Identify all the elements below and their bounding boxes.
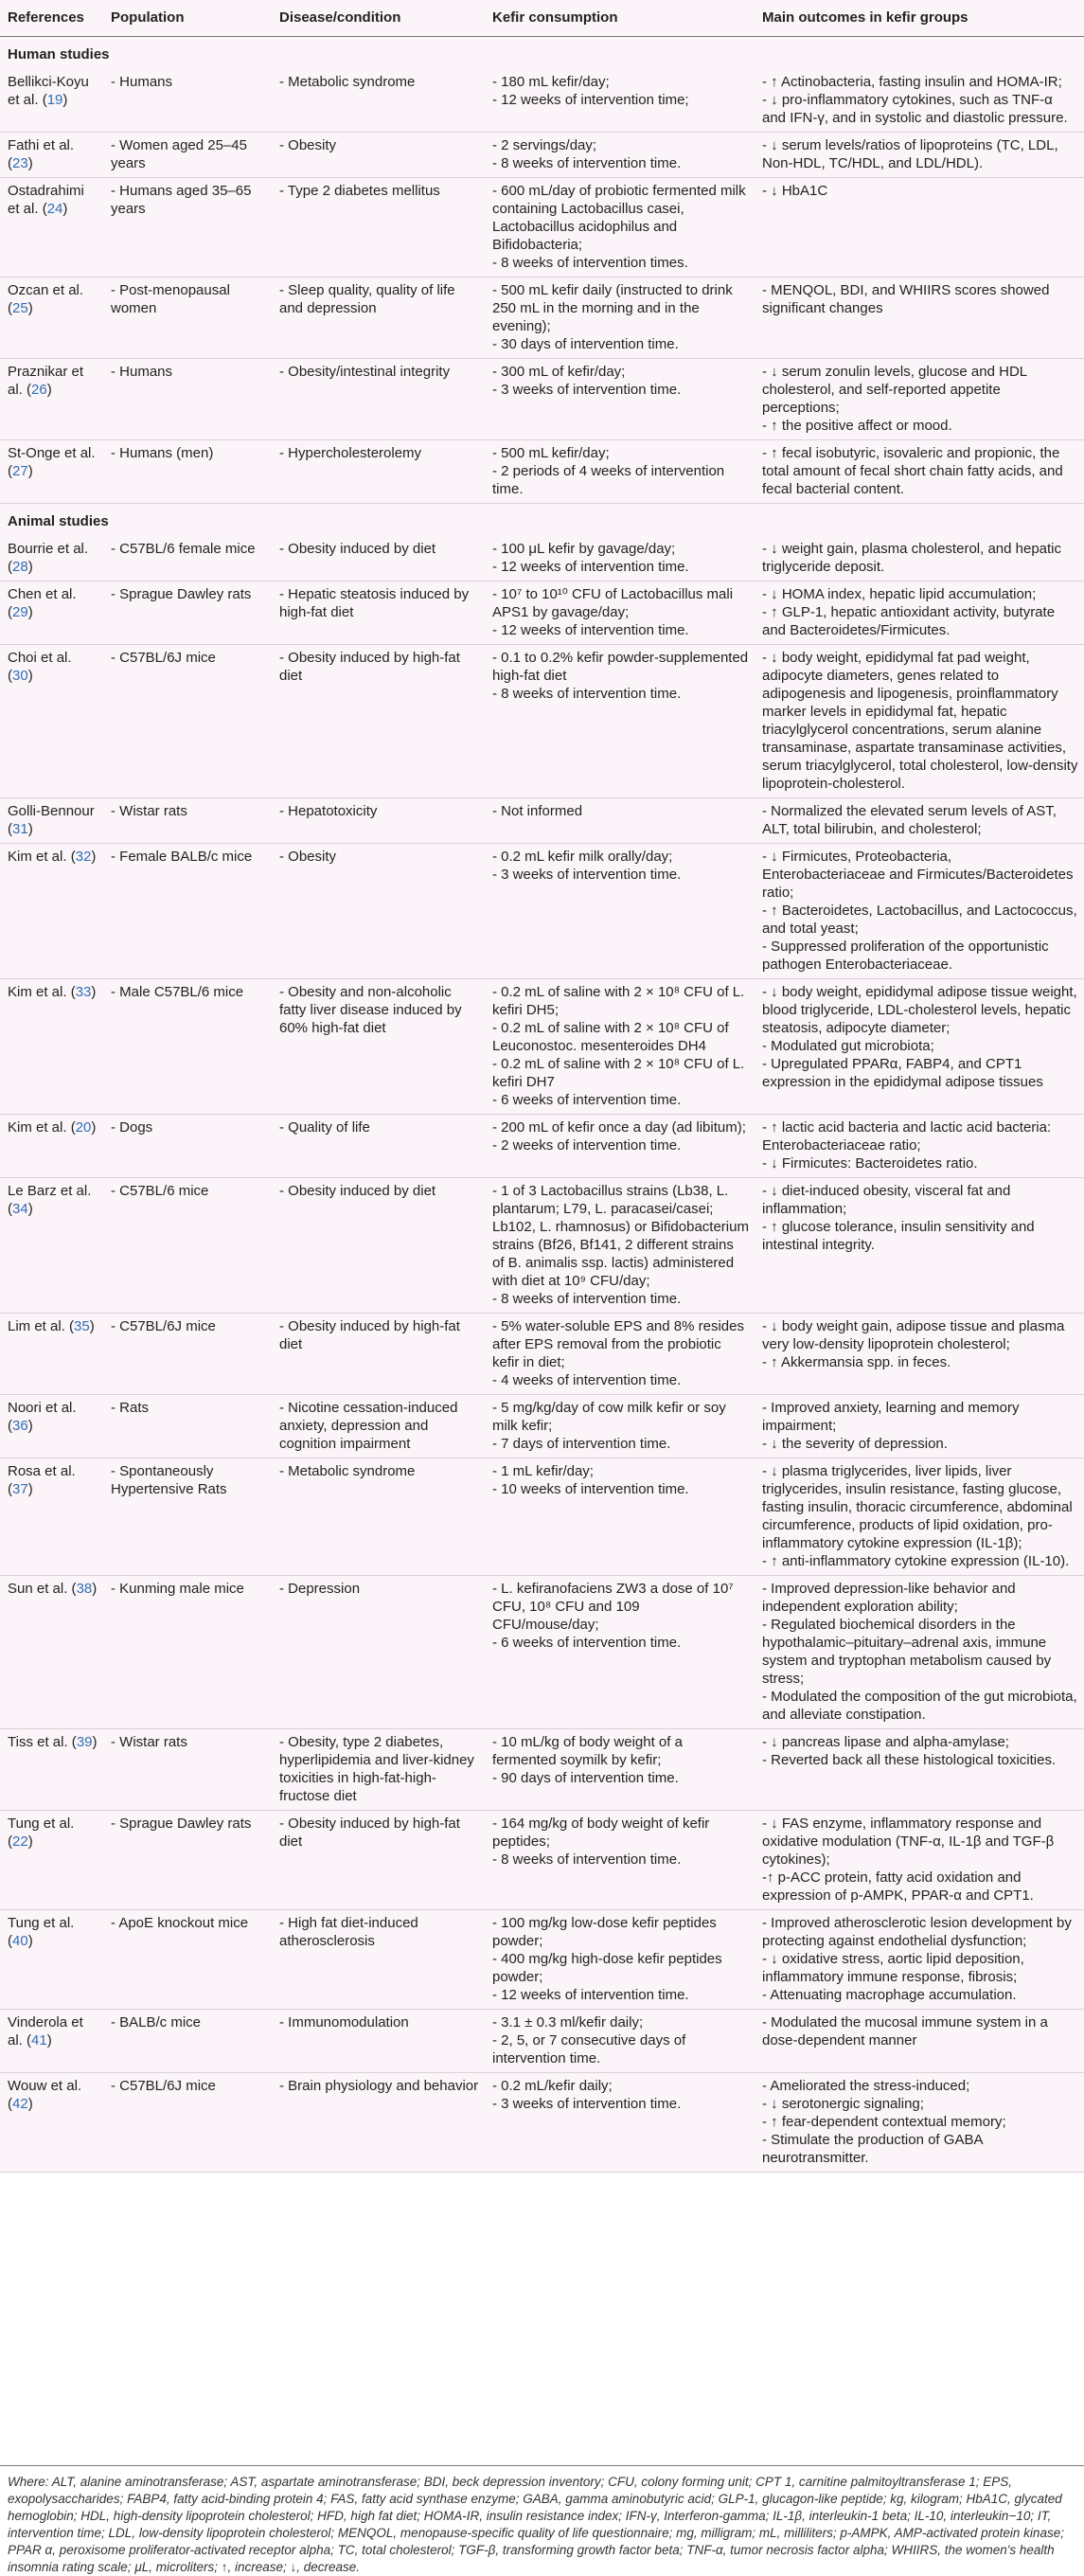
table-row: [0, 440, 1084, 504]
outcome-line: - ↓ Firmicutes, Proteobacteria, Enterobacteriaceae and Firmicutes/Bacteroidetes ratio;: [762, 849, 1074, 901]
consumption-line: - 0.2 mL kefir milk orally/day;: [492, 849, 673, 865]
disease-cell: - Depression: [272, 1576, 485, 1729]
reference-cell: Vinderola et al. (41): [0, 2010, 103, 2073]
outcome-line: - ↑ fecal isobutyric, isovaleric and propionic, the total amount of fecal short chain fatty acids, and fecal bacterial content.: [762, 445, 1063, 497]
disease-cell: - Immunomodulation: [272, 2010, 485, 2073]
consumption-line: - Not informed: [492, 803, 583, 819]
kefir-consumption-cell: [485, 1115, 755, 1178]
disease-cell: - Nicotine cessation-induced anxiety, depression and cognition impairment: [272, 1395, 485, 1458]
consumption-line: - 100 μL kefir by gavage/day;: [492, 541, 676, 557]
outcome-line: - ↑ GLP-1, hepatic antioxidant activity, butyrate and Bacteroidetes/Firmicutes.: [762, 604, 1056, 638]
outcome-line: - ↑ Bacteroidetes, Lactobacillus, and Lactococcus, and total yeast;: [762, 903, 1077, 937]
population-cell: - C57BL/6 mice: [103, 1178, 272, 1314]
outcome-line: - ↓ plasma triglycerides, liver lipids, liver triglycerides, insulin resistance, fasting glucose, fasting insulin, thoracic circumference, abdominal circumference, products of lipid oxidation, pro-inflammatory cytokine expression (IL-1β);: [762, 1463, 1073, 1551]
outcomes-cell: [755, 2073, 1084, 2173]
reference-author: Wouw et al.: [8, 2078, 82, 2094]
table-row: [0, 1314, 1084, 1395]
reference-cell: Kim et al. (33): [0, 979, 103, 1115]
reference-cell: Ostadrahimi et al. (24): [0, 178, 103, 277]
table-row: [0, 581, 1084, 645]
reference-author: Bellikci-Koyu et al.: [8, 74, 89, 108]
outcome-line: - ↑ the positive affect or mood.: [762, 418, 952, 434]
consumption-line: - 200 mL of kefir once a day (ad libitum);: [492, 1119, 746, 1136]
section-title: Human studies: [8, 46, 110, 63]
reference-author: Golli-Bennour: [8, 803, 95, 819]
consumption-line: - 300 mL of kefir/day;: [492, 364, 626, 380]
table-body: [0, 37, 1084, 2173]
population-cell: - Humans: [103, 69, 272, 133]
outcomes-cell: [755, 1910, 1084, 2010]
consumption-line: - 0.2 mL/kefir daily;: [492, 2078, 613, 2094]
reference-author: Chen et al.: [8, 586, 77, 602]
population-cell: - Humans (men): [103, 440, 272, 504]
reference-cell: Sun et al. (38): [0, 1576, 103, 1729]
consumption-line: - 12 weeks of intervention time.: [492, 622, 689, 638]
reference-author: Choi et al.: [8, 650, 72, 666]
consumption-line: - 0.2 mL of saline with 2 × 10⁸ CFU of L. kefiri DH7: [492, 1056, 745, 1090]
table-row: [0, 645, 1084, 798]
outcomes-cell: [755, 359, 1084, 440]
population-cell: - ApoE knockout mice: [103, 1910, 272, 2010]
table-row: [0, 1811, 1084, 1910]
outcome-line: - Attenuating macrophage accumulation.: [762, 1987, 1017, 2003]
citation-link[interactable]: 22: [12, 1834, 28, 1850]
table-row: [0, 1458, 1084, 1576]
outcome-line: -↑ p-ACC protein, fatty acid oxidation and expression of p-AMPK, PPAR-α and CPT1.: [762, 1869, 1034, 1904]
reference-author: Kim et al.: [8, 984, 67, 1000]
reference-cell: Bourrie et al. (28): [0, 536, 103, 581]
consumption-line: - 1 of 3 Lactobacillus strains (Lb38, L. plantarum; L79, L. paracasei/casei; Lb102, L. rhamnosus) or Bifidobacterium strains (Bf26, Bf141, 2 different strains of B. animalis ssp. lactis) administered with diet at 10⁹ CFU/day;: [492, 1183, 749, 1289]
consumption-line: - 100 mg/kg low-dose kefir peptides powder;: [492, 1915, 717, 1949]
reference-author: Le Barz et al.: [8, 1183, 92, 1199]
kefir-consumption-cell: [485, 979, 755, 1115]
consumption-line: - 400 mg/kg high-dose kefir peptides powder;: [492, 1951, 722, 1985]
kefir-consumption-cell: [485, 133, 755, 178]
table-row: [0, 1910, 1084, 2010]
population-cell: - C57BL/6J mice: [103, 645, 272, 798]
outcomes-cell: [755, 844, 1084, 979]
consumption-line: - 8 weeks of intervention times.: [492, 255, 688, 271]
citation-link[interactable]: 25: [12, 300, 28, 316]
outcome-line: - ↓ the severity of depression.: [762, 1436, 948, 1452]
outcomes-cell: [755, 440, 1084, 504]
citation-link[interactable]: 38: [76, 1581, 93, 1597]
reference-cell: Le Barz et al. (34): [0, 1178, 103, 1314]
kefir-consumption-cell: [485, 1314, 755, 1395]
outcomes-cell: [755, 645, 1084, 798]
table-row: [0, 277, 1084, 359]
consumption-line: - 10 mL/kg of body weight of a fermented soymilk by kefir;: [492, 1734, 683, 1768]
citation-link[interactable]: 42: [12, 2096, 28, 2112]
population-cell: - Dogs: [103, 1115, 272, 1178]
disease-cell: - Obesity: [272, 844, 485, 979]
consumption-line: - 2 periods of 4 weeks of intervention time.: [492, 463, 725, 497]
consumption-line: - 30 days of intervention time.: [492, 336, 679, 352]
consumption-line: - 90 days of intervention time.: [492, 1770, 679, 1786]
outcome-line: - ↑ Akkermansia spp. in feces.: [762, 1354, 951, 1370]
kefir-consumption-cell: [485, 1811, 755, 1910]
disease-cell: - Obesity induced by diet: [272, 536, 485, 581]
population-cell: - Women aged 25–45 years: [103, 133, 272, 178]
header-population: Population: [103, 0, 272, 37]
citation-link[interactable]: 26: [31, 382, 47, 398]
reference-author: Ozcan et al.: [8, 282, 84, 298]
outcome-line: - Modulated gut microbiota;: [762, 1038, 934, 1054]
table-row: [0, 1729, 1084, 1811]
outcomes-cell: [755, 2010, 1084, 2073]
kefir-consumption-cell: [485, 1576, 755, 1729]
kefir-consumption-cell: [485, 645, 755, 798]
table-row: [0, 2010, 1084, 2073]
outcome-line: - Reverted back all these histological toxicities.: [762, 1752, 1057, 1768]
disease-cell: - Metabolic syndrome: [272, 1458, 485, 1576]
kefir-consumption-cell: [485, 581, 755, 645]
reference-author: Kim et al.: [8, 849, 67, 865]
outcome-line: - ↓ pancreas lipase and alpha-amylase;: [762, 1734, 1009, 1750]
reference-cell: Lim et al. (35): [0, 1314, 103, 1395]
consumption-line: - 6 weeks of intervention time.: [492, 1635, 682, 1651]
citation-link[interactable]: 19: [46, 92, 63, 108]
disease-cell: - Obesity induced by diet: [272, 1178, 485, 1314]
reference-cell: Tung et al. (40): [0, 1910, 103, 2010]
disease-cell: - Type 2 diabetes mellitus: [272, 178, 485, 277]
population-cell: - Sprague Dawley rats: [103, 1811, 272, 1910]
table-row: [0, 133, 1084, 178]
consumption-line: - 600 mL/day of probiotic fermented milk containing Lactobacillus casei, Lactobacillus acidophilus and Bifidobacteria;: [492, 183, 746, 253]
reference-cell: Bellikci-Koyu et al. (19): [0, 69, 103, 133]
footnote-divider: [0, 2465, 1084, 2466]
kefir-consumption-cell: [485, 1729, 755, 1811]
citation-link[interactable]: 34: [12, 1201, 28, 1217]
citation-link[interactable]: 36: [12, 1418, 28, 1434]
reference-cell: Choi et al. (30): [0, 645, 103, 798]
disease-cell: - Obesity/intestinal integrity: [272, 359, 485, 440]
outcome-line: - Normalized the elevated serum levels of AST, ALT, total bilirubin, and cholesterol;: [762, 803, 1057, 837]
outcome-line: - ↑ Actinobacteria, fasting insulin and HOMA-IR;: [762, 74, 1062, 90]
citation-link[interactable]: 41: [31, 2032, 47, 2048]
outcomes-cell: [755, 1729, 1084, 1811]
reference-cell: Noori et al. (36): [0, 1395, 103, 1458]
kefir-consumption-cell: [485, 844, 755, 979]
table-row: [0, 2073, 1084, 2173]
kefir-consumption-cell: [485, 798, 755, 844]
table-row: [0, 359, 1084, 440]
kefir-consumption-cell: [485, 536, 755, 581]
reference-author: Vinderola et al.: [8, 2014, 83, 2048]
outcomes-cell: [755, 69, 1084, 133]
consumption-line: - 12 weeks of intervention time;: [492, 92, 689, 108]
kefir-consumption-cell: [485, 359, 755, 440]
consumption-line: - 2 servings/day;: [492, 137, 597, 153]
citation-link[interactable]: 27: [12, 463, 28, 479]
consumption-line: - 0.2 mL of saline with 2 × 10⁸ CFU of L. kefiri DH5;: [492, 984, 745, 1018]
table-row: [0, 536, 1084, 581]
consumption-line: - 5 mg/kg/day of cow milk kefir or soy milk kefir;: [492, 1400, 726, 1434]
outcome-line: - ↓ diet-induced obesity, visceral fat and inflammation;: [762, 1183, 1011, 1217]
table-row: [0, 178, 1084, 277]
citation-link[interactable]: 29: [12, 604, 28, 620]
outcome-line: - ↓ pro-inflammatory cytokines, such as TNF-α and IFN-γ, and in systolic and diastolic pressure.: [762, 92, 1068, 126]
outcome-line: - Modulated the mucosal immune system in a dose-dependent manner: [762, 2014, 1048, 2048]
citation-link[interactable]: 32: [75, 849, 92, 865]
reference-author: Kim et al.: [8, 1119, 67, 1136]
reference-author: Noori et al.: [8, 1400, 77, 1416]
outcome-line: - ↑ fear-dependent contextual memory;: [762, 2114, 1006, 2130]
consumption-line: - 10 weeks of intervention time.: [492, 1481, 689, 1497]
consumption-line: - 0.1 to 0.2% kefir powder-supplemented high-fat diet: [492, 650, 749, 684]
consumption-line: - 500 mL kefir daily (instructed to drink 250 mL in the morning and in the evening);: [492, 282, 733, 334]
kefir-consumption-cell: [485, 2073, 755, 2173]
outcomes-cell: [755, 1178, 1084, 1314]
citation-link[interactable]: 23: [12, 155, 28, 171]
section-row: [0, 37, 1084, 70]
reference-author: Sun et al.: [8, 1581, 68, 1597]
population-cell: - C57BL/6J mice: [103, 1314, 272, 1395]
table-row: [0, 1576, 1084, 1729]
outcome-line: - Improved atherosclerotic lesion development by protecting against endothelial dysfunction;: [762, 1915, 1072, 1949]
consumption-line: - 8 weeks of intervention time.: [492, 1852, 682, 1868]
kefir-consumption-cell: [485, 178, 755, 277]
kefir-consumption-cell: [485, 1910, 755, 2010]
consumption-line: - 2, 5, or 7 consecutive days of intervention time.: [492, 2032, 686, 2066]
disease-cell: - Obesity induced by high-fat diet: [272, 1811, 485, 1910]
section-title: Animal studies: [0, 504, 1084, 537]
outcome-line: - Ameliorated the stress-induced;: [762, 2078, 970, 2094]
reference-cell: Kim et al. (32): [0, 844, 103, 979]
reference-author: Lim et al.: [8, 1318, 65, 1334]
kefir-consumption-cell: [485, 1458, 755, 1576]
reference-cell: St-Onge et al. (27): [0, 440, 103, 504]
outcome-line: - Modulated the composition of the gut microbiota, and alleviate constipation.: [762, 1689, 1077, 1723]
population-cell: - Rats: [103, 1395, 272, 1458]
disease-cell: - Hepatotoxicity: [272, 798, 485, 844]
consumption-line: - 3.1 ± 0.3 ml/kefir daily;: [492, 2014, 644, 2030]
outcome-line: - Improved anxiety, learning and memory impairment;: [762, 1400, 1020, 1434]
consumption-line: - 10⁷ to 10¹⁰ CFU of Lactobacillus mali APS1 by gavage/day;: [492, 586, 734, 620]
reference-author: St-Onge et al.: [8, 445, 96, 461]
header-references: References: [0, 0, 103, 37]
population-cell: - Wistar rats: [103, 798, 272, 844]
table-row: [0, 844, 1084, 979]
outcome-line: - ↓ serum levels/ratios of lipoproteins (TC, LDL, Non-HDL, TC/HDL, and LDL/HDL).: [762, 137, 1058, 171]
consumption-line: - 2 weeks of intervention time.: [492, 1137, 682, 1154]
consumption-line: - 12 weeks of intervention time.: [492, 559, 689, 575]
outcomes-cell: [755, 798, 1084, 844]
outcomes-cell: [755, 277, 1084, 359]
header-main-outcomes: Main outcomes in kefir groups: [755, 0, 1084, 37]
disease-cell: - Sleep quality, quality of life and depression: [272, 277, 485, 359]
table-row: [0, 1395, 1084, 1458]
consumption-line: - 4 weeks of intervention time.: [492, 1372, 682, 1388]
reference-cell: Chen et al. (29): [0, 581, 103, 645]
consumption-line: - 5% water-soluble EPS and 8% resides after EPS removal from the probiotic kefir in diet;: [492, 1318, 744, 1370]
consumption-line: - 3 weeks of intervention time.: [492, 867, 682, 883]
outcome-line: - Upregulated PPARα, FABP4, and CPT1 expression in the epididymal adipose tissues: [762, 1056, 1043, 1090]
outcome-line: - ↓ oxidative stress, aortic lipid deposition, inflammatory immune response, fibrosis;: [762, 1951, 1024, 1985]
citation-link[interactable]: 37: [12, 1481, 28, 1497]
table-footnote: Where: ALT, alanine aminotransferase; AST, aspartate aminotransferase; BDI, beck depression inventory; CFU, colony forming unit; CPT 1, carnitine palmitoyltransferase 1; EPS, exopolysaccharides; FABP4, fatty acid-binding protein 4; FAS, fatty acid synthase enzyme; GABA, gamma aminobutyric acid; GLP-1, glucagon-like peptide; kg, kilogram; HbA1C, glycated hemoglobin; HDL, high-density lipoprotein cholesterol; HFD, high fat diet; HOMA-IR, insulin resistance index; IFN-γ, Interferon-gamma; IL-1β, interleukin-1 beta; IL-10, interleukin−10; IT, intervention time; LDL, low-density lipoprotein cholesterol; MENQOL, menopause-specific quality of life questionnaire; mg, milligram; mL, milliliters; p-AMPK, AMP-activated protein kinase; PPAR α, peroxisome proliferator-activated receptor alpha; TC, total cholesterol; TGF-β, transforming growth factor beta; TNF-α, tumor necrosis factor alpha; WHIIRS, the women's health insomnia rating scale; μL, microliters; ↑, increase; ↓, decrease.: [8, 2475, 1064, 2574]
consumption-line: - 6 weeks of intervention time.: [492, 1092, 682, 1108]
kefir-consumption-cell: [485, 277, 755, 359]
citation-link[interactable]: 31: [12, 821, 28, 837]
disease-cell: - Obesity induced by high-fat diet: [272, 645, 485, 798]
header-kefir-consumption: Kefir consumption: [485, 0, 755, 37]
reference-author: Rosa et al.: [8, 1463, 76, 1479]
consumption-line: - 8 weeks of intervention time.: [492, 1291, 682, 1307]
outcome-line: - Regulated biochemical disorders in the hypothalamic–pituitary–adrenal axis, immune system and tryptophan metabolism caused by stress;: [762, 1617, 1052, 1687]
reference-cell: Ozcan et al. (25): [0, 277, 103, 359]
outcomes-cell: [755, 1576, 1084, 1729]
disease-cell: - Brain physiology and behavior: [272, 2073, 485, 2173]
outcome-line: - ↓ HOMA index, hepatic lipid accumulation;: [762, 586, 1037, 602]
outcome-line: - MENQOL, BDI, and WHIIRS scores showed significant changes: [762, 282, 1050, 316]
outcome-line: - ↓ weight gain, plasma cholesterol, and hepatic triglyceride deposit.: [762, 541, 1062, 575]
citation-link[interactable]: 30: [12, 668, 28, 684]
outcome-line: - ↑ lactic acid bacteria and lactic acid bacteria: Enterobacteriaceae ratio;: [762, 1119, 1052, 1154]
table-row: [0, 69, 1084, 133]
citation-link[interactable]: 35: [74, 1318, 90, 1334]
reference-cell: Tiss et al. (39): [0, 1729, 103, 1811]
reference-cell: Praznikar et al. (26): [0, 359, 103, 440]
table-row: [0, 1178, 1084, 1314]
consumption-line: - 500 mL kefir/day;: [492, 445, 610, 461]
reference-author: Bourrie et al.: [8, 541, 89, 557]
citation-link[interactable]: 33: [75, 984, 92, 1000]
outcome-line: - Stimulate the production of GABA neurotransmitter.: [762, 2132, 983, 2166]
consumption-line: - 164 mg/kg of body weight of kefir peptides;: [492, 1816, 710, 1850]
outcomes-cell: [755, 1115, 1084, 1178]
outcome-line: - ↓ serotonergic signaling;: [762, 2096, 924, 2112]
citation-link[interactable]: 39: [76, 1734, 93, 1750]
outcomes-cell: [755, 581, 1084, 645]
population-cell: - Wistar rats: [103, 1729, 272, 1811]
reference-cell: Rosa et al. (37): [0, 1458, 103, 1576]
kefir-consumption-cell: [485, 2010, 755, 2073]
population-cell: - Sprague Dawley rats: [103, 581, 272, 645]
consumption-line: - 180 mL kefir/day;: [492, 74, 610, 90]
consumption-line: - 7 days of intervention time.: [492, 1436, 671, 1452]
consumption-line: - 3 weeks of intervention time.: [492, 382, 682, 398]
outcomes-cell: [755, 1458, 1084, 1576]
reference-cell: Tung et al. (22): [0, 1811, 103, 1910]
kefir-consumption-cell: [485, 440, 755, 504]
outcome-line: - ↓ body weight, epididymal adipose tissue weight, blood triglyceride, LDL-cholesterol levels, hepatic steatosis, adipocyte diameter;: [762, 984, 1077, 1036]
population-cell: - Humans: [103, 359, 272, 440]
outcome-line: - ↓ body weight gain, adipose tissue and plasma very low-density lipoprotein cholesterol;: [762, 1318, 1065, 1352]
kefir-consumption-cell: [485, 69, 755, 133]
disease-cell: - Hypercholesterolemy: [272, 440, 485, 504]
section-row: [0, 504, 1084, 537]
citation-link[interactable]: 28: [12, 559, 28, 575]
consumption-line: - 12 weeks of intervention time.: [492, 1987, 689, 2003]
disease-cell: - Hepatic steatosis induced by high-fat diet: [272, 581, 485, 645]
population-cell: - Post-menopausal women: [103, 277, 272, 359]
reference-cell: Kim et al. (20): [0, 1115, 103, 1178]
table-row: [0, 979, 1084, 1115]
kefir-consumption-cell: [485, 1178, 755, 1314]
citation-link[interactable]: 40: [12, 1933, 28, 1949]
reference-author: Tung et al.: [8, 1816, 75, 1832]
population-cell: - Male C57BL/6 mice: [103, 979, 272, 1115]
outcome-line: - ↓ body weight, epididymal fat pad weight, adipocyte diameters, genes related to adipogenesis and lipogenesis, proinflammatory marker levels in epididymal fat, hepatic triacylglycerol concentrations, serum alanine transaminase, aspartate transaminase activities, serum triacylglycerol, total cholesterol, low-density lipoprotein-cholesterol.: [762, 650, 1078, 792]
citation-link[interactable]: 24: [46, 201, 63, 217]
disease-cell: - Metabolic syndrome: [272, 69, 485, 133]
outcome-line: - Suppressed proliferation of the opportunistic pathogen Enterobacteriaceae.: [762, 939, 1049, 973]
citation-link[interactable]: 20: [75, 1119, 92, 1136]
outcome-line: - ↑ glucose tolerance, insulin sensitivity and intestinal integrity.: [762, 1219, 1035, 1253]
reference-author: Tung et al.: [8, 1915, 75, 1931]
disease-cell: - High fat diet-induced atherosclerosis: [272, 1910, 485, 2010]
consumption-line: - L. kefiranofaciens ZW3 a dose of 10⁷ CFU, 10⁸ CFU and 109 CFU/mouse/day;: [492, 1581, 734, 1633]
outcomes-cell: [755, 979, 1084, 1115]
population-cell: - C57BL/6J mice: [103, 2073, 272, 2173]
population-cell: - Spontaneously Hypertensive Rats: [103, 1458, 272, 1576]
reference-author: Fathi et al.: [8, 137, 75, 153]
consumption-line: - 8 weeks of intervention time.: [492, 686, 682, 702]
disease-cell: - Obesity: [272, 133, 485, 178]
consumption-line: - 3 weeks of intervention time.: [492, 2096, 682, 2112]
outcome-line: - ↑ anti-inflammatory cytokine expression (IL-10).: [762, 1553, 1070, 1569]
reference-cell: Fathi et al. (23): [0, 133, 103, 178]
outcomes-cell: [755, 1811, 1084, 1910]
outcomes-cell: [755, 178, 1084, 277]
outcomes-cell: [755, 536, 1084, 581]
outcomes-cell: [755, 1314, 1084, 1395]
disease-cell: - Obesity and non-alcoholic fatty liver disease induced by 60% high-fat diet: [272, 979, 485, 1115]
disease-cell: - Quality of life: [272, 1115, 485, 1178]
header-disease: Disease/condition: [272, 0, 485, 37]
population-cell: - Humans aged 35–65 years: [103, 178, 272, 277]
outcome-line: - ↓ FAS enzyme, inflammatory response and oxidative modulation (TNF-α, IL-1β and TGF-β cytokines);: [762, 1816, 1055, 1868]
outcomes-cell: [755, 1395, 1084, 1458]
reference-cell: Golli-Bennour (31): [0, 798, 103, 844]
reference-author: Praznikar et al.: [8, 364, 84, 398]
population-cell: - Kunming male mice: [103, 1576, 272, 1729]
outcome-line: - ↓ HbA1C: [762, 183, 828, 199]
reference-author: Ostadrahimi et al.: [8, 183, 84, 217]
table-header-row: [0, 0, 1084, 37]
consumption-line: - 0.2 mL of saline with 2 × 10⁸ CFU of Leuconostoc. mesenteroides DH4: [492, 1020, 729, 1054]
outcome-line: - ↓ Firmicutes: Bacteroidetes ratio.: [762, 1155, 978, 1172]
disease-cell: - Obesity induced by high-fat diet: [272, 1314, 485, 1395]
outcome-line: - ↓ serum zonulin levels, glucose and HDL cholesterol, and self-reported appetite perceptions;: [762, 364, 1027, 416]
disease-cell: - Obesity, type 2 diabetes, hyperlipidemia and liver-kidney toxicities in high-fat-high-fructose diet: [272, 1729, 485, 1811]
outcome-line: - Improved depression-like behavior and independent exploration ability;: [762, 1581, 1016, 1615]
population-cell: - Female BALB/c mice: [103, 844, 272, 979]
kefir-consumption-cell: [485, 1395, 755, 1458]
population-cell: - BALB/c mice: [103, 2010, 272, 2073]
reference-cell: Wouw et al. (42): [0, 2073, 103, 2173]
population-cell: - C57BL/6 female mice: [103, 536, 272, 581]
table-row: [0, 798, 1084, 844]
reference-author: Tiss et al.: [8, 1734, 68, 1750]
consumption-line: - 1 mL kefir/day;: [492, 1463, 594, 1479]
table-row: [0, 1115, 1084, 1178]
outcomes-cell: [755, 133, 1084, 178]
consumption-line: - 8 weeks of intervention time.: [492, 155, 682, 171]
